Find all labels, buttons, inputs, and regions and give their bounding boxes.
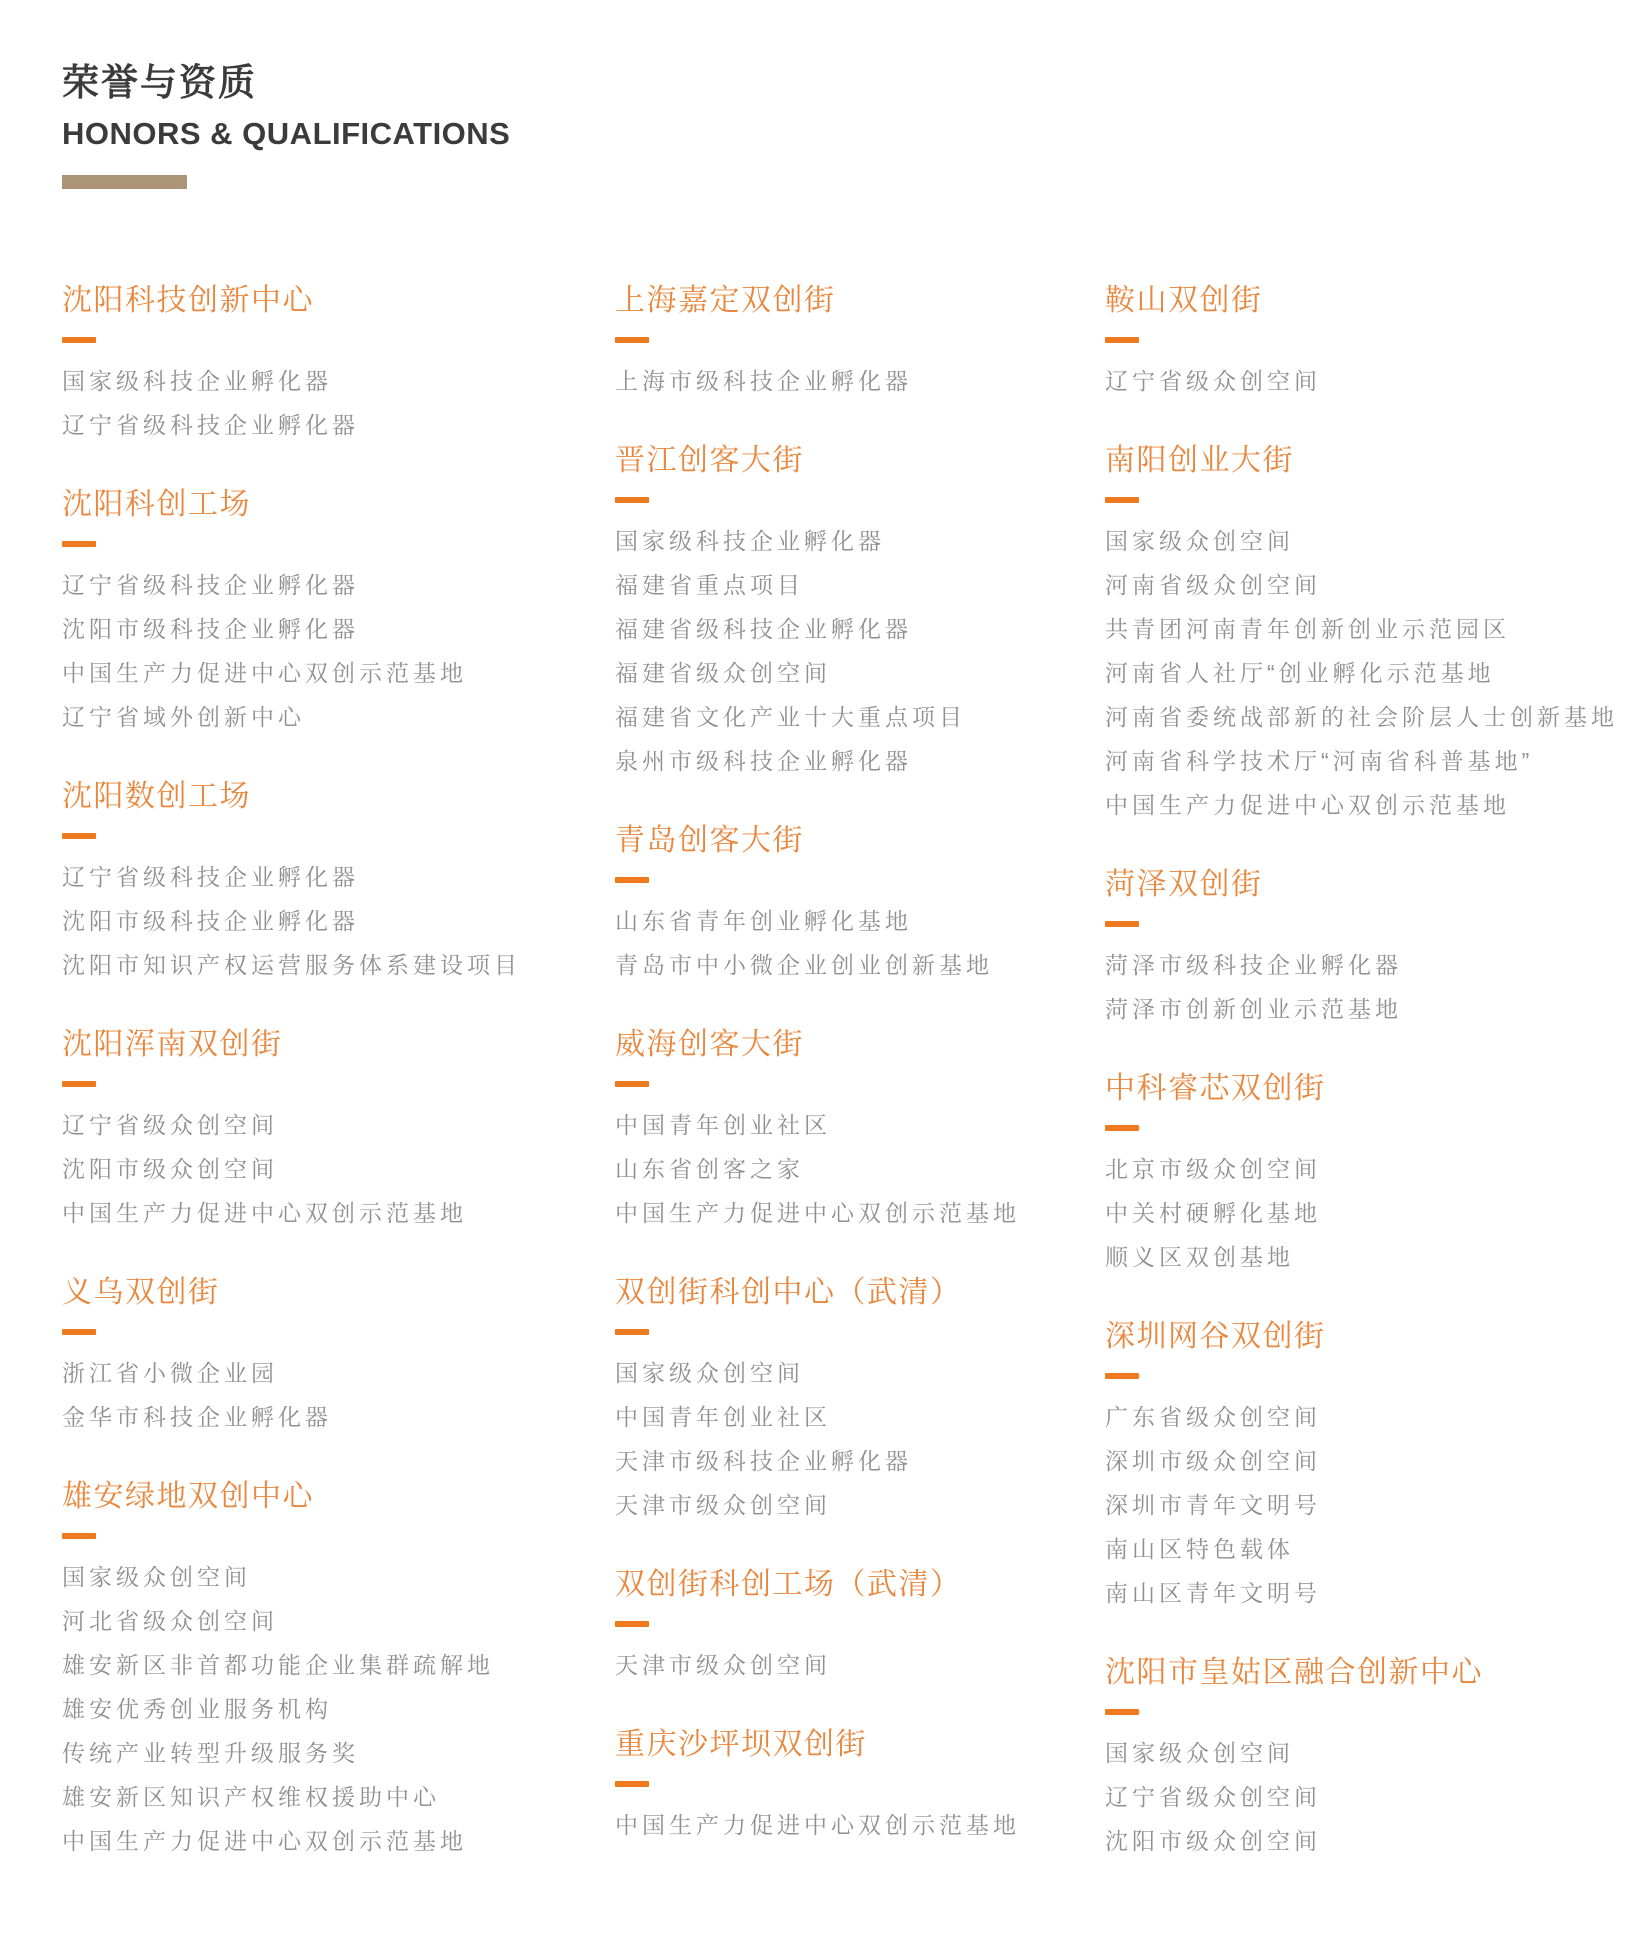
honor-item: 菏泽市创新创业示范基地 (1105, 996, 1402, 1022)
section-title: 青岛创客大街 (615, 824, 804, 857)
honor-section (62, 487, 615, 739)
honor-item: 中国生产力促进中心双创示范基地 (615, 1812, 1020, 1838)
honor-item: 辽宁省级众创空间 (1105, 368, 1321, 394)
honor-section (1105, 1071, 1621, 1279)
section-dash (62, 833, 96, 839)
section-item-list (62, 855, 615, 987)
honor-item: 雄安新区非首都功能企业集群疏解地 (62, 1652, 494, 1678)
honor-item: 天津市级众创空间 (615, 1652, 831, 1678)
honors-column (1105, 283, 1621, 1903)
honor-item: 沈阳市级科技企业孵化器 (62, 616, 359, 642)
section-item-list (615, 1351, 1105, 1527)
section-item-list (1105, 519, 1621, 827)
honor-item: 沈阳市级众创空间 (62, 1156, 278, 1182)
honor-item: 沈阳市级众创空间 (1105, 1828, 1321, 1854)
honor-item: 顺义区双创基地 (1105, 1244, 1294, 1270)
honor-item: 中国青年创业社区 (615, 1112, 831, 1138)
section-title: 重庆沙坪坝双创街 (615, 1728, 867, 1761)
section-dash (615, 337, 649, 343)
section-item-list (62, 1103, 615, 1235)
section-title: 中科睿芯双创街 (1105, 1072, 1326, 1105)
page-title-zh: 荣誉与资质 (62, 62, 257, 103)
section-title: 上海嘉定双创街 (615, 284, 836, 317)
section-item-list (1105, 1147, 1621, 1279)
section-title: 南阳创业大街 (1105, 444, 1294, 477)
honor-item: 天津市级众创空间 (615, 1492, 831, 1518)
honor-item: 雄安新区知识产权维权援助中心 (62, 1784, 440, 1810)
section-dash (62, 1081, 96, 1087)
section-title: 沈阳数创工场 (62, 780, 251, 813)
section-title: 菏泽双创街 (1105, 868, 1263, 901)
honor-item: 辽宁省级科技企业孵化器 (62, 412, 359, 438)
section-title: 沈阳科技创新中心 (62, 284, 314, 317)
section-title: 深圳网谷双创街 (1105, 1320, 1326, 1353)
honor-item: 山东省创客之家 (615, 1156, 804, 1182)
honor-item: 金华市科技企业孵化器 (62, 1404, 332, 1430)
header-accent-bar (62, 175, 187, 189)
section-title: 沈阳科创工场 (62, 488, 251, 521)
honor-item: 上海市级科技企业孵化器 (615, 368, 912, 394)
honor-section (1105, 1319, 1621, 1615)
honor-item: 天津市级科技企业孵化器 (615, 1448, 912, 1474)
honor-section (1105, 1655, 1621, 1863)
section-item-list (1105, 359, 1621, 403)
section-item-list (615, 899, 1105, 987)
section-item-list (615, 359, 1105, 403)
honor-item: 河南省人社厅“创业孵化示范基地 (1105, 660, 1495, 686)
section-dash (62, 337, 96, 343)
section-dash (615, 1621, 649, 1627)
section-item-list (1105, 943, 1621, 1031)
section-title: 义乌双创街 (62, 1276, 220, 1309)
section-title: 晋江创客大街 (615, 444, 804, 477)
honor-section (1105, 283, 1621, 403)
honor-item: 辽宁省域外创新中心 (62, 704, 305, 730)
section-item-list (62, 1351, 615, 1439)
honor-item: 沈阳市知识产权运营服务体系建设项目 (62, 952, 521, 978)
section-title: 雄安绿地双创中心 (62, 1480, 314, 1513)
honor-item: 山东省青年创业孵化基地 (615, 908, 912, 934)
honor-item: 辽宁省级众创空间 (62, 1112, 278, 1138)
honor-section (62, 779, 615, 987)
honor-item: 河北省级众创空间 (62, 1608, 278, 1634)
section-dash (615, 1329, 649, 1335)
honor-item: 国家级科技企业孵化器 (62, 368, 332, 394)
section-dash (1105, 1125, 1139, 1131)
section-item-list (62, 359, 615, 447)
honor-section (62, 283, 615, 447)
section-item-list (615, 1803, 1105, 1847)
section-item-list (1105, 1395, 1621, 1615)
section-title: 威海创客大街 (615, 1028, 804, 1061)
honor-section (615, 1275, 1105, 1527)
honor-item: 中国青年创业社区 (615, 1404, 831, 1430)
page-title-en: HONORS & QUALIFICATIONS (62, 115, 511, 151)
section-title: 双创街科创工场（武清） (615, 1568, 962, 1601)
section-item-list (615, 1103, 1105, 1235)
section-item-list (615, 519, 1105, 783)
honor-item: 传统产业转型升级服务奖 (62, 1740, 359, 1766)
honor-item: 河南省级众创空间 (1105, 572, 1321, 598)
section-item-list (1105, 1731, 1621, 1863)
honor-section (62, 1027, 615, 1235)
honor-item: 中国生产力促进中心双创示范基地 (1105, 792, 1510, 818)
honor-section (615, 283, 1105, 403)
honor-item: 辽宁省级科技企业孵化器 (62, 864, 359, 890)
honor-section (615, 1027, 1105, 1235)
honors-columns (62, 283, 1621, 1903)
honor-section (615, 823, 1105, 987)
honor-item: 深圳市级众创空间 (1105, 1448, 1321, 1474)
honor-item: 深圳市青年文明号 (1105, 1492, 1321, 1518)
section-title: 沈阳浑南双创街 (62, 1028, 283, 1061)
honor-section (615, 1727, 1105, 1847)
honor-item: 沈阳市级科技企业孵化器 (62, 908, 359, 934)
section-dash (62, 541, 96, 547)
honor-item: 辽宁省级众创空间 (1105, 1784, 1321, 1810)
honor-item: 中国生产力促进中心双创示范基地 (615, 1200, 1020, 1226)
section-dash (1105, 1709, 1139, 1715)
honor-item: 国家级科技企业孵化器 (615, 528, 885, 554)
honor-item: 福建省级众创空间 (615, 660, 831, 686)
honor-section (62, 1479, 615, 1863)
honor-item: 福建省文化产业十大重点项目 (615, 704, 966, 730)
section-item-list (62, 563, 615, 739)
honor-section (615, 443, 1105, 783)
section-dash (62, 1533, 96, 1539)
honor-item: 国家级众创空间 (615, 1360, 804, 1386)
section-dash (615, 497, 649, 503)
section-dash (62, 1329, 96, 1335)
section-dash (1105, 921, 1139, 927)
honor-item: 福建省重点项目 (615, 572, 804, 598)
honor-section (1105, 867, 1621, 1031)
section-dash (1105, 337, 1139, 343)
honor-section (62, 1275, 615, 1439)
honor-item: 辽宁省级科技企业孵化器 (62, 572, 359, 598)
honor-item: 国家级众创空间 (1105, 1740, 1294, 1766)
honor-item: 青岛市中小微企业创业创新基地 (615, 952, 993, 978)
honor-item: 南山区特色载体 (1105, 1536, 1294, 1562)
section-item-list (615, 1643, 1105, 1687)
section-dash (615, 877, 649, 883)
honor-item: 泉州市级科技企业孵化器 (615, 748, 912, 774)
honor-item: 国家级众创空间 (62, 1564, 251, 1590)
section-dash (1105, 497, 1139, 503)
honor-item: 南山区青年文明号 (1105, 1580, 1321, 1606)
honor-item: 中关村硬孵化基地 (1105, 1200, 1321, 1226)
honor-item: 雄安优秀创业服务机构 (62, 1696, 332, 1722)
honor-item: 中国生产力促进中心双创示范基地 (62, 1200, 467, 1226)
honor-item: 河南省科学技术厅“河南省科普基地” (1105, 748, 1534, 774)
section-title: 鞍山双创街 (1105, 284, 1263, 317)
honor-item: 广东省级众创空间 (1105, 1404, 1321, 1430)
honors-column (62, 283, 615, 1903)
honor-item: 北京市级众创空间 (1105, 1156, 1321, 1182)
honor-section (1105, 443, 1621, 827)
section-title: 沈阳市皇姑区融合创新中心 (1105, 1656, 1483, 1689)
honor-item: 河南省委统战部新的社会阶层人士创新基地 (1105, 704, 1618, 730)
honor-item: 共青团河南青年创新创业示范园区 (1105, 616, 1510, 642)
section-dash (615, 1081, 649, 1087)
section-dash (615, 1781, 649, 1787)
section-dash (1105, 1373, 1139, 1379)
honor-item: 浙江省小微企业园 (62, 1360, 278, 1386)
honor-item: 中国生产力促进中心双创示范基地 (62, 1828, 467, 1854)
honors-header (62, 62, 510, 189)
honors-column (615, 283, 1105, 1887)
section-item-list (62, 1555, 615, 1863)
honor-item: 菏泽市级科技企业孵化器 (1105, 952, 1402, 978)
honor-section (615, 1567, 1105, 1687)
honor-item: 国家级众创空间 (1105, 528, 1294, 554)
honor-item: 中国生产力促进中心双创示范基地 (62, 660, 467, 686)
honor-item: 福建省级科技企业孵化器 (615, 616, 912, 642)
section-title: 双创街科创中心（武清） (615, 1276, 962, 1309)
